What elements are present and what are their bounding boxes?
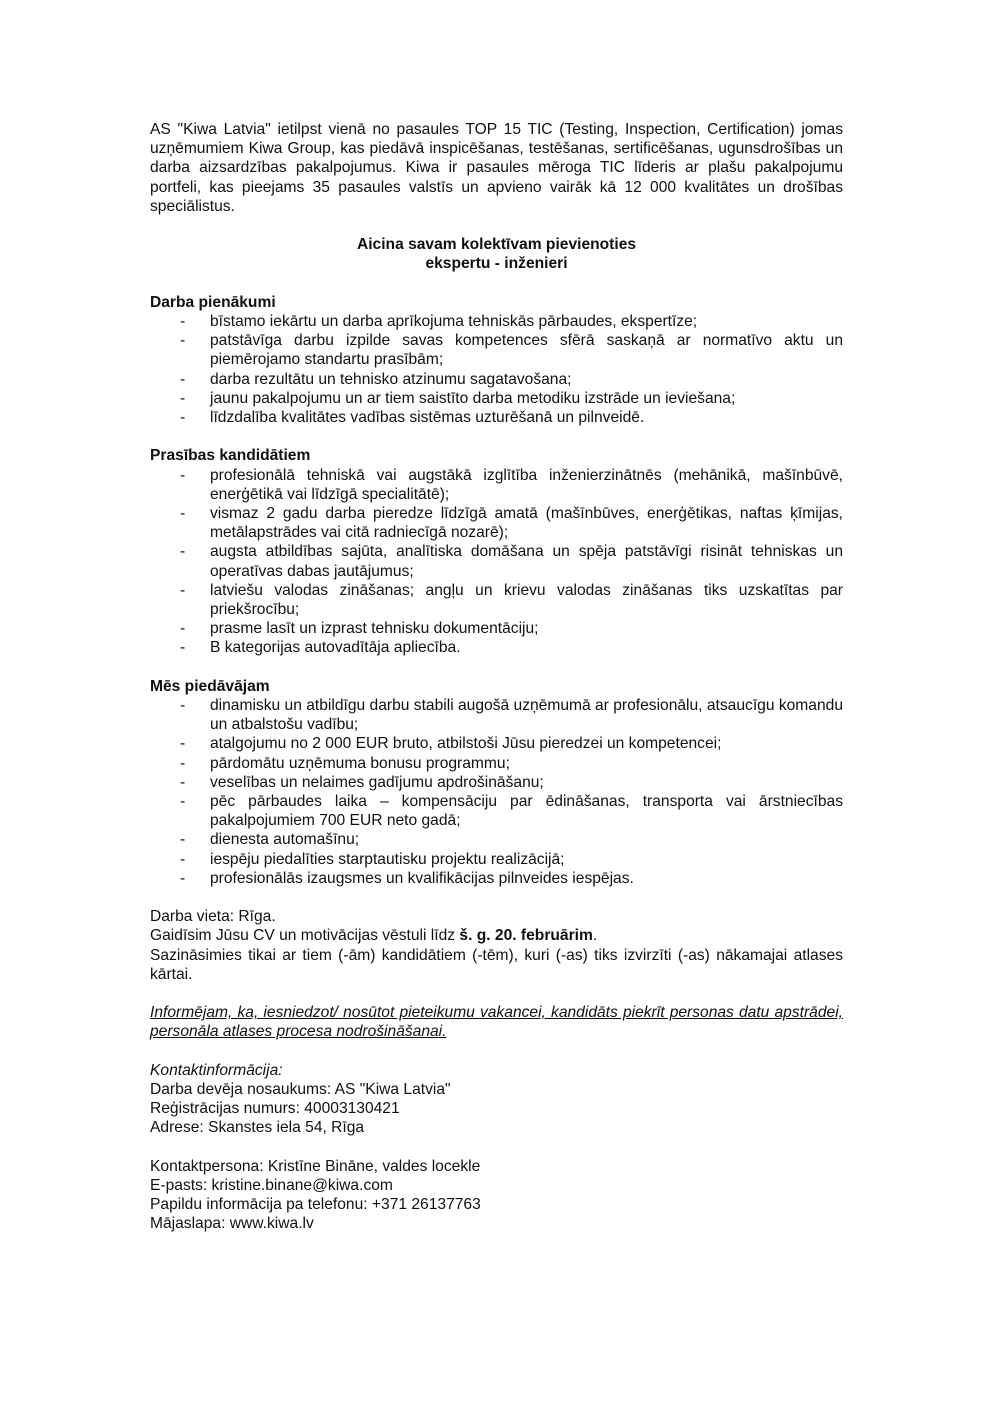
list-item: - pēc pārbaudes laika – kompensāciju par ēdināšanas, transporta vai ārstniecības pakalpojumiem 700 EUR neto gadā; [180,793,843,830]
application-deadline: Gaidīsim Jūsu CV un motivācijas vēstuli līdz š. g. 20. februārim. [150,927,598,945]
list-item: - profesionālā tehniskā vai augstākā izglītība inženierzinātnēs (mehānikā, mašīnbūvē, enerģētikā vai līdzīgā specialitātē); [180,466,843,503]
spacer [150,984,843,1003]
registration-number: Reģistrācijas numurs: 40003130421 [150,1100,400,1118]
list-item: - augsta atbildības sajūta, analītiska domāšana un spēja patstāvīgi risināt tehniskas un operatīvas dabas jautājumus; [180,543,843,580]
list-item: - atalgojumu no 2 000 EUR bruto, atbilstoši Jūsu pieredzei un kompetencei; [180,735,722,753]
spacer [150,1042,843,1061]
email-link[interactable]: kristine.binane@kiwa.com [211,1177,393,1195]
dash-bullet-icon: - [180,754,186,772]
spacer [150,216,843,235]
duties-list [150,312,843,427]
list-item: - bīstamo iekārtu un darba aprīkojuma tehniskās pārbaudes, ekspertīze; [180,313,698,330]
section-offer [150,677,843,888]
employer-name: Darba devēja nosaukums: AS "Kiwa Latvia" [150,1081,451,1099]
list-item: - darba rezultātu un tehnisko atzinumu sagatavošana; [180,370,572,388]
section-title: Darba pienākumi [150,293,276,311]
company-intro: AS "Kiwa Latvia" ietilpst vienā no pasaules TOP 15 TIC (Testing, Inspection, Certification) jomas uzņēmumiem Kiwa Group, kas piedāvā inspicēšanas, testēšanas, sertificēšanas, ugunsdrošības un darba aizsardzības pakalpojumus. Kiwa ir pasaules mēroga TIC līderis ar plašu pakalpojumu portfeli, kas pieejams 35 pasaules valstīs un apvieno vairāk kā 12 000 kvalitātes un drošības speciālistus. [150,121,843,215]
list-item: - patstāvīga darbu izpilde savas kompetences sfērā saskaņā ar normatīvo aktu un piemērojamo standartu prasībām; [180,332,843,369]
spacer [150,658,843,677]
dash-bullet-icon: - [180,735,186,753]
dash-bullet-icon: - [180,639,186,657]
section-duties [150,293,843,427]
list-item: - pārdomātu uzņēmuma bonusu programmu; [180,754,510,772]
dash-bullet-icon: - [180,850,186,868]
deadline-date: š. g. 20. februārim [459,927,593,945]
spacer [150,427,843,446]
section-title: Prasības kandidātiem [150,447,311,465]
dash-bullet-icon: - [180,389,186,407]
contact-person: Kontaktpersona: Kristīne Bināne, valdes locekle [150,1157,481,1175]
list-item: - latviešu valodas zināšanas; angļu un krievu valodas zināšanas tiks uzskatītas par priekšrocību; [180,581,843,619]
address: Adrese: Skanstes iela 54, Rīga [150,1119,365,1137]
phone-number: +371 26137763 [371,1196,481,1214]
dash-bullet-icon: - [180,831,186,849]
dash-bullet-icon: - [180,773,186,791]
offer-list [150,696,843,888]
dash-bullet-icon: - [180,466,186,484]
list-item: - jaunu pakalpojumu un ar tiem saistīto darba metodiku izstrāde un ieviešana; [180,389,736,407]
privacy-notice: Informējam, ka, iesniedzot/ nosūtot pieteikumu vakancei, kandidāts piekrīt personas datu apstrādei, personāla atlases procesa nodrošināšanai. [150,1004,843,1041]
list-item: - vismaz 2 gadu darba pieredze līdzīgā amatā (mašīnbūves, enerģētikas, naftas ķīmijas, metālapstrādes vai citā radniecīgā nozarē); [180,505,843,542]
dash-bullet-icon: - [180,581,186,599]
dash-bullet-icon: - [180,409,186,427]
list-item: - profesionālās izaugsmes un kvalifikācijas pilnveides iespējas. [180,869,634,887]
contact-info [150,1061,843,1234]
list-item: - iespēju piedalīties starptautisku projektu realizācijā; [180,850,565,868]
job-posting-document [150,120,843,1234]
spacer [150,888,843,907]
work-location: Darba vieta: Rīga. [150,908,276,926]
section-requirements [150,446,843,657]
spacer [150,1138,843,1157]
requirements-list [150,466,843,658]
contact-note: Sazināsimies tikai ar tiem (-ām) kandidātiem (-tēm), kuri (-as) tiks izvirzīti (-as) nākamajai atlases kārtai. [150,946,843,983]
dash-bullet-icon: - [180,543,186,561]
dash-bullet-icon: - [180,370,186,388]
dash-bullet-icon: - [180,697,186,715]
dash-bullet-icon: - [180,793,186,811]
list-item: - B kategorijas autovadītāja apliecība. [180,639,461,657]
dash-bullet-icon: - [180,313,186,330]
contact-heading: Kontaktinformācija: [150,1061,283,1079]
dash-bullet-icon: - [180,620,186,638]
dash-bullet-icon: - [180,869,186,887]
headline-line-2: ekspertu - inženieri [425,255,568,273]
list-item: - dienesta automašīnu; [180,831,360,849]
headline-line-1: Aicina savam kolektīvam pievienoties [356,236,637,254]
list-item: - prasme lasīt un izprast tehnisku dokumentāciju; [180,620,539,638]
list-item: - līdzdalība kvalitātes vadības sistēmas uzturēšanā un pilnveidē. [180,409,645,427]
dash-bullet-icon: - [180,332,186,350]
section-title: Mēs piedāvājam [150,677,270,695]
list-item: - veselības un nelaimes gadījumu apdrošināšanu; [180,773,544,791]
phone-line: Papildu informācija pa telefonu: +371 26137763 [150,1196,481,1214]
spacer [150,274,843,293]
dash-bullet-icon: - [180,505,186,523]
list-item: - dinamisku un atbildīgu darbu stabili augošā uzņēmumā ar profesionālu, atsaucīgu komandu un atbalstošu vadību; [180,697,843,734]
website-link[interactable]: www.kiwa.lv [229,1215,314,1233]
website-line: Mājaslapa: www.kiwa.lv [150,1215,314,1233]
email-line: E-pasts: kristine.binane@kiwa.com [150,1177,393,1195]
